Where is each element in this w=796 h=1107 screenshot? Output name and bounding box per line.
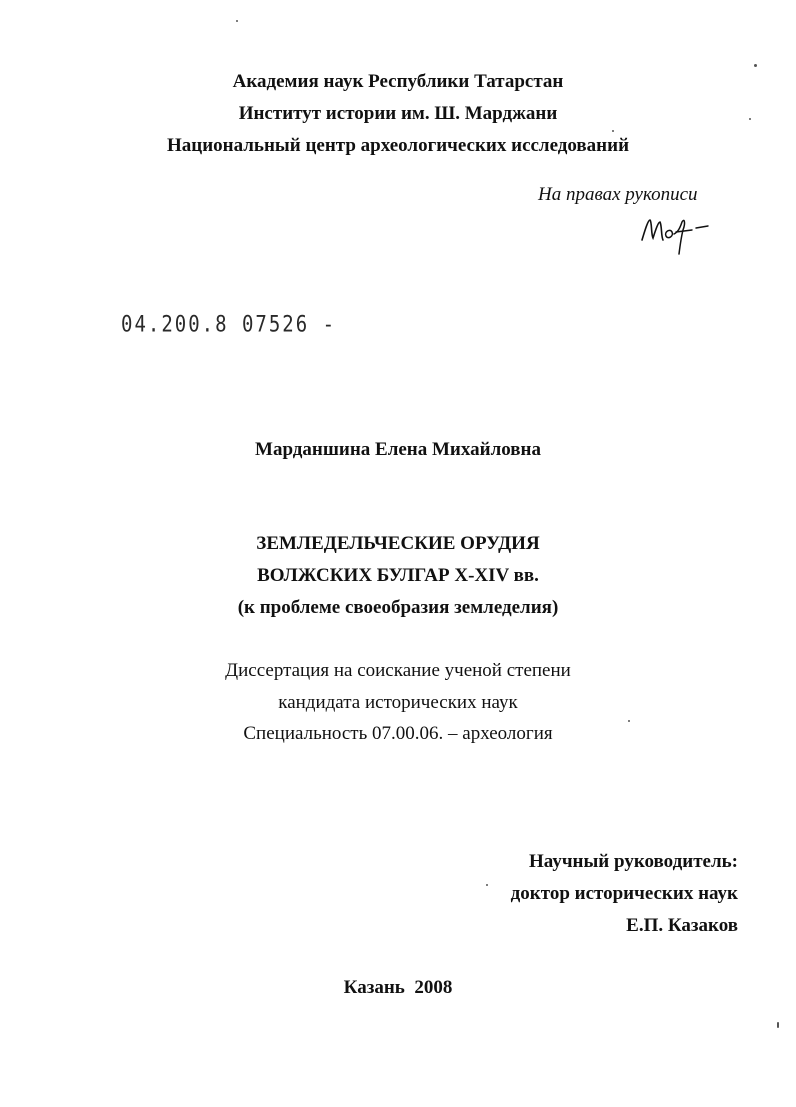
supervisor-degree: доктор исторических наук: [510, 883, 738, 904]
scan-speck: [777, 1022, 779, 1028]
archive-stamp: 04.200.8 07526 -: [121, 312, 337, 338]
signature: [636, 208, 716, 258]
title-line-3: (к проблеме своеобразия земледелия): [237, 597, 559, 618]
scan-speck: [749, 118, 751, 120]
scan-speck: [754, 64, 757, 67]
manuscript-note: На правах рукописи: [538, 184, 698, 205]
degree-line-1: Диссертация на соискание ученой степени: [225, 660, 571, 681]
author-name: Марданшина Елена Михайловна: [255, 439, 541, 460]
academy-name: Академия наук Республики Татарстан: [232, 71, 564, 92]
center-name: Национальный центр археологических исследований: [166, 135, 630, 156]
scan-speck: [612, 130, 614, 132]
title-line-2: ВОЛЖСКИХ БУЛГАР X-XIV вв.: [257, 565, 539, 586]
scan-speck: [236, 20, 238, 22]
city-year: Казань 2008: [343, 977, 453, 998]
degree-line-2: кандидата исторических наук: [278, 692, 518, 713]
supervisor-name: Е.П. Казаков: [626, 915, 738, 936]
title-line-1: ЗЕМЛЕДЕЛЬЧЕСКИЕ ОРУДИЯ: [256, 533, 540, 554]
scan-speck: [628, 720, 630, 722]
institute-name: Институт истории им. Ш. Марджани: [238, 103, 558, 124]
degree-line-3: Специальность 07.00.06. – археология: [243, 723, 553, 744]
supervisor-label: Научный руководитель:: [529, 851, 738, 872]
scan-speck: [486, 884, 488, 886]
